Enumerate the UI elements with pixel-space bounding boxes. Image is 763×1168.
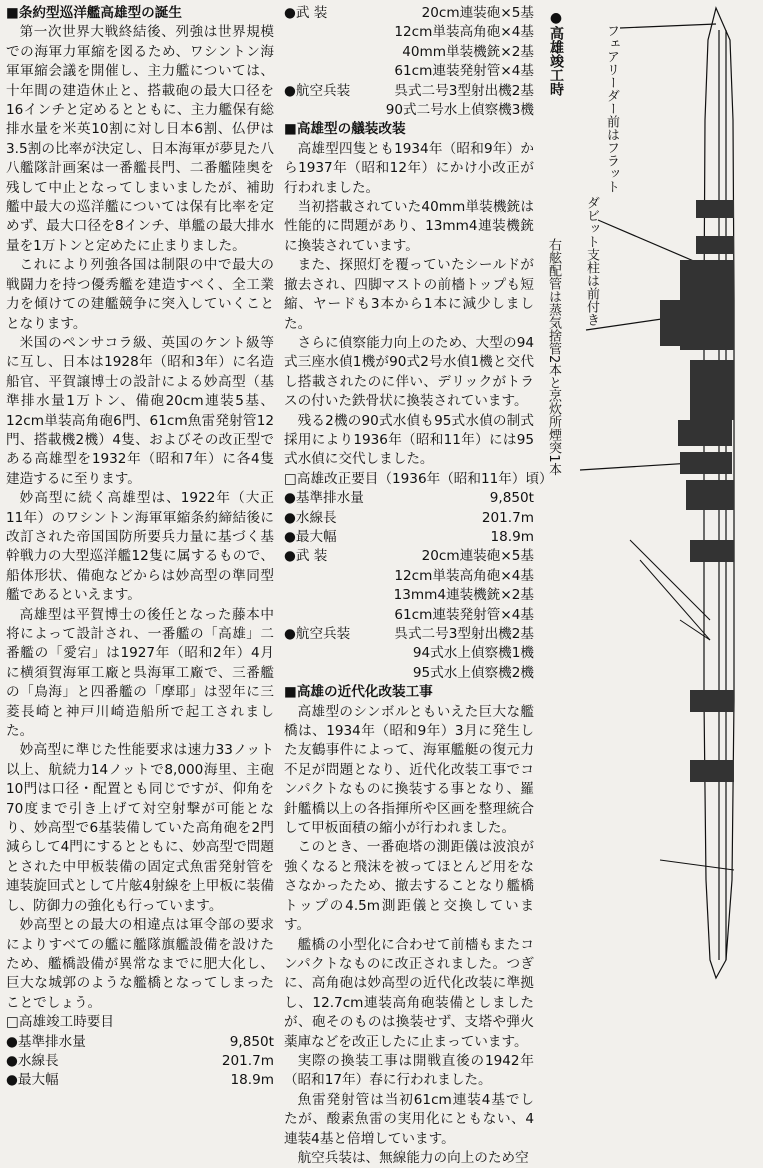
- spec-label: ●航空兵装: [284, 82, 351, 99]
- spec-label: ●基準排水量: [284, 490, 364, 507]
- spec-row: [6, 1033, 274, 1052]
- right-column: [284, 4, 553, 1168]
- spec-line: 12cm単装高角砲×4基: [394, 567, 534, 584]
- air-row: [284, 625, 534, 644]
- spec-line: 13mm4連装機銃×2基: [393, 587, 534, 604]
- spec-label: ●武 装: [284, 5, 328, 21]
- spec-row: [284, 509, 534, 528]
- spec-row: [284, 528, 534, 547]
- section-heading-refit: ■高雄型の艤装改装: [284, 121, 406, 138]
- spec-value: 201.7m: [481, 509, 534, 526]
- paragraph: 艦橋の小型化に合わせて前檣もまたコンパクトなものに改正されました。つぎに、高角砲は妙高型の近代化改装に準拠し、12.7cm連装高角砲装備としましたが、砲そのものは換装せず、支塔や弾火薬庫などを改正したに止まっています。: [284, 936, 534, 1050]
- spec-value: 20cm連装砲×5基: [421, 548, 534, 565]
- section-heading-origin: ■条約型巡洋艦高雄型の誕生: [6, 5, 182, 21]
- paragraph: 魚雷発射管は当初61cm連装4基でしたが、酸素魚雷の実用化にともない、4連装4基と倍増しています。: [284, 1091, 534, 1147]
- ship-plan-diagram: [540, 0, 763, 985]
- spec-value: 呉式二号3型射出機2基: [394, 626, 534, 642]
- ship-drawing: [540, 0, 763, 985]
- paragraph: 実際の換装工事は開戦直後の1942年（昭和17年）春に行われました。: [284, 1052, 534, 1089]
- paragraph: さらに偵察能力向上のため、大型の94式三座水偵1機が90式2号水偵1機と交代し搭載されたのに伴い、デリックがトラスの付いた鉄骨状に換装されています。: [284, 334, 534, 410]
- spec-label: ●航空兵装: [284, 626, 351, 642]
- spec-value: 呉式二号3型射出機2基: [394, 82, 534, 99]
- spec-row: [6, 1071, 274, 1090]
- callout-fairleader: フェアリーダー前はフラット: [604, 24, 619, 193]
- paragraph: 高雄型のシンボルともいえた巨大な艦橋は、1934年（昭和9年）3月に発生した友鶴事件によって、海軍艦艇の復元力不足が問題となり、近代化改装工事でコンパクトなものに換装する事となり、羅針艦橋以上の各指揮所や区画を整理統合して甲板面積の縮小が行われました。: [284, 703, 534, 837]
- paragraph: 航空兵装は、無線能力の向上のため空: [297, 1149, 529, 1166]
- spec-line: 61cm連装発射管×4基: [394, 606, 534, 623]
- spec-label: ●最大幅: [284, 528, 337, 545]
- callout-piping: 右舷配管は蒸気捨管2本と烹炊所煙突1本: [546, 238, 561, 476]
- spec-line: 40mm単装機銃×2基: [402, 43, 534, 60]
- paragraph: 高雄型は平賀博士の後任となった藤本中将によって設計され、一番艦の「高雄」二番艦の「愛宕」は1927年（昭和2年）4月に横須賀海軍工廠と呉海軍工廠で、三番艦の「鳥海」と四番艦の「摩耶」は翌年に三菱長崎と神戸川崎造船所で起工されました。: [6, 606, 274, 740]
- spec-row: [6, 1052, 274, 1071]
- left-column: [6, 4, 274, 1091]
- spec-label: ●水線長: [6, 1052, 59, 1069]
- spec-row: [284, 489, 534, 508]
- section-heading-modernization: ■高雄の近代化改装工事: [284, 684, 433, 701]
- spec-line: 12cm単装高角砲×4基: [394, 24, 534, 41]
- spec-line: 90式二号水上偵察機3機: [385, 102, 534, 119]
- air-row: [284, 82, 534, 101]
- spec-value: 18.9m: [490, 528, 534, 545]
- spec-line: 94式水上偵察機1機: [412, 645, 534, 662]
- spec-value: 9,850t: [229, 1033, 274, 1050]
- paragraph: 第一次世界大戦終結後、列強は世界規模での海軍力軍縮を図るため、ワシントン海軍軍縮会議を開催し、主力艦については、十年間の建造休止と、搭載砲の最大口径を16インチと定めるとともに、主力艦保有総排水量を米英10割に対し日本6割、仏伊は3.5割の比率が決定し、日本海軍が夢見た八八艦隊計画案は一番艦長門、二番艦陸奥を残して中止となってしまいましたが、補助艦中最大の巡洋艦については保有比率を定めず、最大口径を8インチ、単艦の最大排水量を1万トンと定めたに止まりました。: [6, 24, 274, 254]
- paragraph: これにより列強各国は制限の中で最大の戦闘力を持つ優秀艦を建造すべく、全工業力を傾けての建艦競争に突入していくこととなります。: [6, 257, 274, 332]
- diagram-caption: ●高雄竣工時: [548, 10, 564, 96]
- spec-label: ●水線長: [284, 509, 337, 526]
- paragraph: 残る2機の90式水偵も95式水偵の制式採用により1936年（昭和11年）には95式水偵に交代しました。: [284, 412, 534, 468]
- paragraph: 妙高型との最大の相違点は軍令部の要求によりすべての艦に艦隊旗艦設備を設けたため、艦橋設備が異常なまでに肥大化し、巨大な城郭のような艦橋となってしまったことでしょう。: [6, 917, 274, 1011]
- spec-value: 18.9m: [230, 1072, 274, 1089]
- paragraph: このとき、一番砲塔の測距儀は波浪が強くなると飛沫を被ってほとんど用をなさなかったため、撤去することなり艦橋トップの4.5m測距儀と交換しています。: [284, 839, 534, 934]
- spec-value: 9,850t: [489, 490, 534, 507]
- spec-label: ●基準排水量: [6, 1033, 86, 1050]
- paragraph: 当初搭載されていた40mm単装機銃は性能的に問題があり、13mm4連装機銃に換装されています。: [284, 199, 534, 254]
- paragraph: 妙高型に続く高雄型は、1922年（大正11年）のワシントン海軍軍縮条約締結後に改訂された帝国国防所要兵力量に基づく基幹戦力の大型巡洋艦12隻に属するもので、船体形状、備砲などからは妙高型の準同型艦であるといえます。: [6, 490, 274, 604]
- spec-title: □高雄竣工時要目: [6, 1014, 114, 1031]
- armament-row: [284, 547, 534, 566]
- spec-line: 61cm連装発射管×4基: [394, 63, 534, 80]
- paragraph: 高雄型四隻とも1934年（昭和9年）から1937年（昭和12年）にかけ小改正が行われました。: [284, 140, 534, 196]
- spec-line: 95式水上偵察機2機: [412, 664, 534, 681]
- armament-row: [284, 4, 534, 23]
- spec-title: □高雄改正要目（1936年（昭和11年）頃）: [284, 470, 553, 487]
- callout-davit: ダビット支柱は前付き: [584, 196, 599, 326]
- spec-value: 20cm連装砲×5基: [421, 5, 534, 21]
- spec-label: ●最大幅: [6, 1072, 59, 1089]
- spec-value: 201.7m: [221, 1052, 274, 1069]
- spec-label: ●武 装: [284, 548, 328, 565]
- paragraph: また、探照灯を覆っていたシールドが撤去され、四脚マストの前檣トップも短縮、ヤードも3本から1本に減少しました。: [284, 257, 534, 332]
- paragraph: 米国のペンサコラ級、英国のケント級等に互し、日本は1928年（昭和3年）に名造船官、平賀譲博士の設計による妙高型（基準排水量1万トン、備砲20cm連装5基、12cm単装高角砲6門、61cm魚雷発射管12門、搭載機2機）4隻、およびその改正型である高雄型を1932年（昭和7年）に各4隻建造するに至ります。: [6, 334, 274, 487]
- paragraph: 妙高型に準じた性能要求は速力33ノット以上、航続力14ノットで8,000海里、主砲10門は口径・配置とも同じですが、仰角を70度まで引き上げて対空射撃が可能となり、妙高型で6基装備していた高角砲を2門減らして4門にするとともに、妙高型で問題とされた中甲板装備の固定式魚雷発射管を連装旋回式として片舷4射線を上甲板に装備し、防御力の強化も行っています。: [6, 742, 274, 914]
